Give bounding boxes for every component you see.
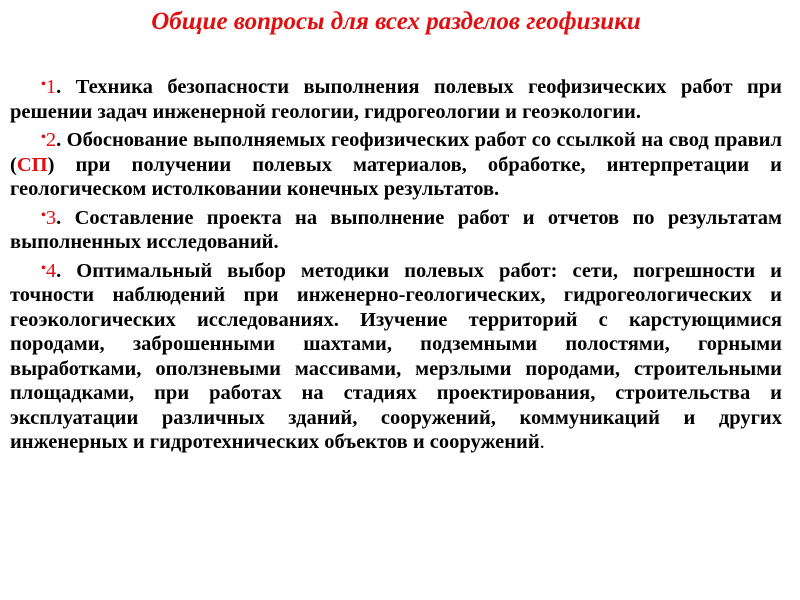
question-item-1 xyxy=(10,75,782,124)
question-text: . Составление проекта на выполнение работ и отчетов по результатам выполненных исследований. xyxy=(10,206,782,253)
bullet-icon: • xyxy=(41,207,46,223)
bullet-icon: • xyxy=(41,260,46,276)
question-number: 2 xyxy=(45,129,57,151)
question-number: 3 xyxy=(45,206,57,229)
trailing-period: . xyxy=(539,431,545,453)
question-text: . Оптимальный выбор методики полевых работ: сети, погрешности и точности наблюдений при инженерно-геологических, гидрогеологических и геоэкологических исследованиях. Изучение территорий с карстующимися породами, заброшенными шахтами, подземными полостями, горными выработками, оползневыми массивами, мерзлыми породами, строительными площадками, при работах на стадиях проектирования, строительства и эксплуатации различных зданий, сооружений, коммуникаций и других инженерных и гидротехнических объектов и сооружений xyxy=(10,259,782,453)
question-item-2 xyxy=(10,128,782,202)
question-number: 1 xyxy=(45,76,57,98)
question-item-3 xyxy=(10,206,782,255)
bullet-icon: • xyxy=(41,77,46,92)
bullet-icon: • xyxy=(41,130,46,145)
question-number: 4 xyxy=(45,259,57,282)
question-text: . Техника безопасности выполнения полевых геофизических работ при решении задач инженерной геологии, гидрогеологии и геоэкологии. xyxy=(10,76,782,123)
question-text-after: ) при получении полевых материалов, обработке, интерпретации и геологическом истолковании конечных результатов. xyxy=(10,153,782,200)
highlight-abbreviation: СП xyxy=(16,153,48,176)
question-text-before: . Обоснование выполняемых геофизических работ со ссылкой на свод правил ( xyxy=(10,129,782,176)
question-list xyxy=(10,75,782,455)
slide-title: Общие вопросы для всех разделов геофизики xyxy=(151,8,641,35)
question-item-4 xyxy=(10,259,782,455)
